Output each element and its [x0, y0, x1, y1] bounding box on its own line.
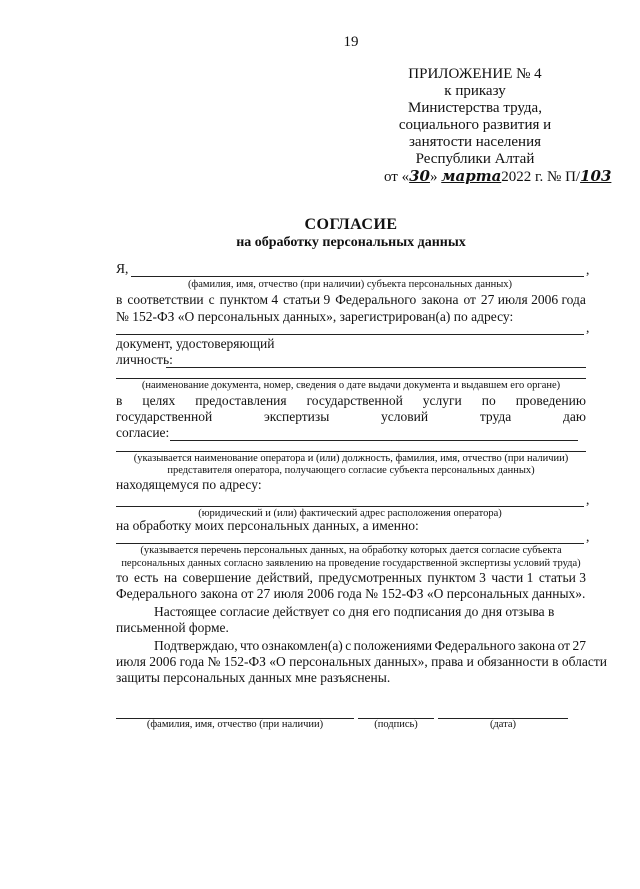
validity-line-1: Настоящее согласие действует со дня его подписания до дня отзыва в [154, 604, 555, 619]
caption-operator-2: представителя оператора, получающего согласие субъекта персональных данных) [167, 465, 535, 476]
word: 27 [572, 638, 586, 653]
word: статьи 3 [538, 570, 586, 585]
appendix-date-line [384, 167, 612, 186]
date-year: 2022 г. № П/ [501, 169, 581, 185]
appendix-line-3: Министерства труда, [408, 100, 542, 116]
law-line: № 152-ФЗ «О персональных данных», зарегистрирован(а) по адресу: [116, 309, 514, 324]
appendix-line-6: Республики Алтай [415, 151, 535, 167]
word: соответствии [127, 292, 204, 307]
word: предоставления [195, 393, 287, 408]
word: есть [133, 570, 159, 585]
word: по [481, 393, 496, 408]
page-number: 19 [343, 34, 359, 50]
word: государственной [306, 393, 403, 408]
consent-label: согласие: [116, 425, 170, 440]
operator-address-comma: , [586, 492, 590, 507]
doc-label-2: личность: [116, 352, 173, 367]
caption-address: (юридический и (или) фактический адрес расположения оператора) [198, 508, 502, 519]
word: Подтверждаю, [154, 638, 238, 653]
actions-line-1 [116, 570, 586, 586]
appendix-line-4: социального развития и [398, 117, 552, 133]
data-list-underline [116, 543, 584, 544]
word: положениями [353, 638, 433, 653]
handwritten-month: марта [441, 167, 502, 185]
operator-underline-1 [170, 440, 578, 441]
caption-doc: (наименование документа, номер, сведения о дате выдачи документа и выдавшем его органе) [141, 380, 561, 391]
word: предусмотренных [318, 570, 422, 585]
word: проведению [515, 393, 586, 408]
actions-line-2: Федерального закона от 27 июля 2006 года № 152-ФЗ «О персональных данных». [116, 586, 586, 601]
word: закона [517, 638, 556, 653]
address-comma: , [586, 320, 590, 335]
confirm-line-2: июля 2006 года № 152-ФЗ «О персональных данных», права и обязанности в области [116, 654, 607, 669]
date-prefix: от « [384, 169, 410, 185]
caption-signature-sign: (подпись) [374, 719, 418, 730]
purpose-line-2 [116, 409, 586, 425]
caption-signature-date: (дата) [489, 719, 517, 730]
word: от [557, 638, 571, 653]
word: ознакомлен(а) [261, 638, 343, 653]
document-title: СОГЛАСИЕ [304, 216, 398, 233]
operator-address-underline [116, 506, 584, 507]
word: с [345, 638, 352, 653]
word: то [116, 570, 129, 585]
doc-underline-2 [116, 378, 586, 379]
word: труда [479, 409, 512, 424]
word: в [116, 393, 123, 408]
word: пунктом 3 [427, 570, 486, 585]
operator-underline-2 [116, 451, 586, 452]
confirm-line-3: защиты персональных данных мне разъяснены. [116, 670, 391, 685]
fio-comma: , [586, 262, 590, 277]
caption-signature-fio: (фамилия, имя, отчество (при наличии) [146, 719, 324, 730]
address-underline [116, 334, 584, 335]
word: 27 июля 2006 года [480, 292, 586, 307]
caption-list-1: (указывается перечень персональных данных, на обработку которых дается согласие субъекта [140, 545, 562, 556]
word: Федерального [335, 292, 417, 307]
appendix-line-2: к приказу [444, 83, 506, 99]
appendix-line-1: ПРИЛОЖЕНИЕ № 4 [408, 66, 542, 82]
word: от [463, 292, 476, 307]
word: совершение [182, 570, 252, 585]
doc-underline-1 [166, 367, 586, 368]
confirm-line-1 [154, 638, 586, 654]
handwritten-day: 30 [409, 167, 430, 185]
appendix-line-5: занятости населения [408, 134, 541, 150]
word: с [208, 292, 215, 307]
caption-fio: (фамилия, имя, отчество (при наличии) субъекта персональных данных) [187, 279, 513, 290]
word: условий [381, 409, 429, 424]
processing-line: на обработку моих персональных данных, а именно: [116, 518, 419, 533]
word: на [163, 570, 178, 585]
fio-underline [131, 276, 584, 277]
caption-list-2: персональных данных согласно заявлению на проведение государственной экспертизы условий труда) [121, 558, 581, 569]
located-label: находящемуся по адресу: [116, 477, 262, 492]
word: даю [563, 409, 586, 424]
accordance-line [116, 292, 586, 308]
date-mid: » [429, 169, 438, 185]
word: что [239, 638, 260, 653]
word: Федерального [434, 638, 516, 653]
word: части 1 [491, 570, 534, 585]
document-subtitle: на обработку персональных данных [236, 235, 466, 250]
appendix-header [350, 66, 612, 186]
purpose-line-1 [116, 393, 586, 409]
word: услуги [422, 393, 462, 408]
word: статьи 9 [283, 292, 331, 307]
word: целях [142, 393, 176, 408]
validity-line-2: письменной форме. [116, 620, 229, 635]
data-list-comma: , [586, 529, 590, 544]
doc-label-1: документ, удостоверяющий [116, 336, 275, 351]
word: в [116, 292, 123, 307]
word: действий, [256, 570, 313, 585]
word: государственной [116, 409, 213, 424]
ya-label: Я, [116, 261, 129, 276]
word: закона [421, 292, 459, 307]
word: пунктом 4 [219, 292, 279, 307]
word: экспертизы [263, 409, 330, 424]
caption-operator-1: (указывается наименование оператора и (или) должность, фамилия, имя, отчество (при наличии) [133, 453, 569, 464]
handwritten-order-number: 103 [580, 167, 612, 185]
